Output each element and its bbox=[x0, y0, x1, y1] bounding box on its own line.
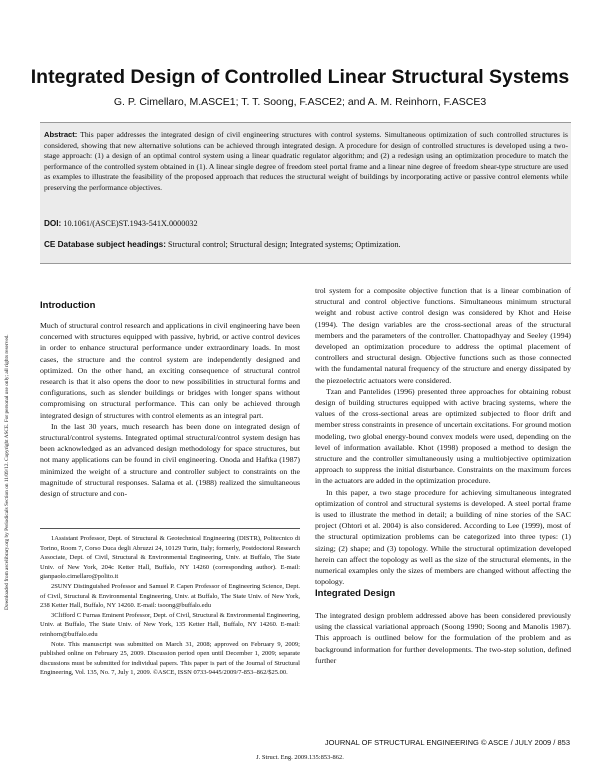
integrated-design-heading: Integrated Design bbox=[315, 588, 396, 599]
abstract-label: Abstract: bbox=[44, 130, 78, 139]
footnotes bbox=[40, 528, 300, 678]
intro-paragraph-1: Much of structural control research and applications in civil engineering have been concerned with structures equipped with passive, hybrid, or active control devices in order to enhance structural performance under extraordinary loads. In most cases, the structure and the control system are independently designed and optimized. On the other hand, an exciting consequence of structural control research is that it also opens the door to new possibilities in structural forms and configurations, such as slender buildings or bridges with longer spans without compromising on structural performance. This can only be achieved through integrated design of structures with control elements as an integral part. bbox=[40, 321, 300, 420]
footnote-3: 3Clifford C Furnas Eminent Professor, Dept. of Civil, Structural & Environmental Engineering, Univ. at Buffalo, The State Univ. of New York, 135 Ketter Hall, Buffalo, NY 14260. E-mail: reinhorn@buffalo.edu bbox=[40, 611, 300, 638]
abstract bbox=[44, 130, 568, 194]
download-watermark: Downloaded from ascelibrary.org by Periodicals Section on 11/09/12. Copyright ASCE. For personal use only; all rights reserved. bbox=[4, 334, 10, 610]
right-paragraph-2: Tzan and Pantelides (1996) presented three approaches for obtaining robust design of building structures equipped with active bracing systems, where the values of the cross-sectional areas are optimized subjected to floor drift and member stress constraints in presence of uncertain excitations. For ground motion modeling, two global energy-bound convex models were used, depending on the level of information available. Khot (1998) proposed a method to design the structure and the controller simultaneously using a multiobjective optimization approach to suppress the initial disturbance. Constraints on the maximum forces in the actuators are added in the optimization procedure. bbox=[315, 386, 571, 486]
running-footer: JOURNAL OF STRUCTURAL ENGINEERING © ASCE / JULY 2009 / 853 bbox=[324, 738, 570, 747]
intro-paragraph-2: In the last 30 years, much research has been done on integrated design of structural/control systems. Integrated optimal structural/control system design has been acknowledged as an advanced design methodology for space structures, but not many applications can be found in civil engineering. Onoda and Haftka (1987) minimized the weight of a structure and controller subject to constraints on the magnitude of structural responses. Salama et al. (1988) realized the simultaneous design of structure and con- bbox=[40, 421, 300, 499]
ce-database-value: Structural control; Structural design; Integrated systems; Optimization. bbox=[167, 240, 401, 249]
introduction-heading: Introduction bbox=[40, 300, 96, 311]
ce-database-line bbox=[44, 240, 401, 249]
footnote-1: 1Assistant Professor, Dept. of Structural & Geotechnical Engineering (DISTR), Politecnico di Torino, Room 7, Corso Duca degli Abruzzi 24, 10129 Turin, Italy; formerly, Postdoctoral Research Associate, Dept. of Civil, Structural & Environmental Engineering, Univ. at Buffalo, The State Univ. of New York, 204c Ketter Hall, Buffalo, NY 14260 (corresponding author). E-mail: gianpaolo.cimellaro@polito.it bbox=[40, 535, 300, 581]
right-paragraph-3: In this paper, a two stage procedure for achieving simultaneous integrated optimization of control and structural systems is developed. A steel portal frame is used to illustrate the method in detail; a building of nine stories of the SAC project (Ohtori et al. 2004) is also considered. According to Lee (1999), most of the structural optimization problems can be categorized into three types: (1) sizing; (2) shape; and (3) topology. While the structural optimization developed herein can affect the topology as well as the size of the structural elements, in the numerical examples only the sizes of members are changed without affecting the topology. bbox=[315, 487, 571, 587]
author-line: G. P. Cimellaro, M.ASCE1; T. T. Soong, F.ASCE2; and A. M. Reinhorn, F.ASCE3 bbox=[113, 96, 487, 108]
abstract-text: This paper addresses the integrated design of civil engineering structures with control systems. Simultaneous optimization of such controlled structures is considered, showing that new alternative solutions can be achieved through integrated design. A procedure for design of controlled structures is developed using a two-stage approach: (1) a design of an optimal control system using a linear quadratic regulator algorithm; and (2) a redesign using an optimization procedure to match the performance of the controlled system obtained in (1). A linear single degree of freedom steel portal frame and a linear nine degree of freedom shear-type structure are used as examples to illustrate the feasibility of the proposed approach that reduces the structural weight of buildings by incorporating active or passive control elements while preserving the performance objectives. bbox=[44, 130, 568, 192]
right-column bbox=[315, 285, 571, 587]
footnote-2: 2SUNY Distinguished Professor and Samuel P. Capen Professor of Engineering Science, Dept. of Civil, Structural & Environmental Engineering, Univ. at Buffalo, The State Univ. of New York, 238 Ketter Hall, Buffalo, NY 14260. E-mail: tsoong@buffalo.edu bbox=[40, 582, 300, 610]
manuscript-note: Note. This manuscript was submitted on March 31, 2008; approved on February 9, 2009; published online on February 25, 2009. Discussion period open until December 1, 2009; separate discussions must be submitted for individual papers. This paper is part of the Journal of Structural Engineering, Vol. 135, No. 7, July 1, 2009. ©ASCE, ISSN 0733-9445/2009/7-853–862/$25.00. bbox=[40, 640, 300, 677]
citation-line: J. Struct. Eng. 2009.135:853-862. bbox=[256, 754, 344, 761]
abstract-box bbox=[40, 122, 571, 264]
doi-value[interactable]: 10.1061/(ASCE)ST.1943-541X.0000032 bbox=[63, 219, 198, 228]
ce-database-label: CE Database subject headings: bbox=[44, 240, 166, 249]
doi-line bbox=[44, 219, 198, 228]
right-column-lower bbox=[315, 610, 571, 666]
right-paragraph-1: trol system for a composite objective function that is a linear combination of structural and control objective functions. Simultaneous minimum structural weight and robust active control design was considered by Khot and Heise (1994). The design variables are the cross-sectional areas of the structural members and the parameters of the controller. Chattopadhyay and Seeley (1994) developed an optimization procedure to address the optimal placement of controllers and structural design. Objective functions such as those connected with the fundamental natural frequency of the structure and energy dissipated by the piezoelectric actuators were considered. bbox=[315, 286, 571, 385]
left-column bbox=[40, 320, 300, 499]
paper-title: Integrated Design of Controlled Linear Structural Systems bbox=[30, 66, 570, 88]
right-paragraph-4: The integrated design problem addressed above has been considered previously using the classical variational approach (Soong 1990; Soong and Manolis 1987). This approach is outlined below for the formulation of the problem and as background information for further developments. The two-step solution, defined further bbox=[315, 611, 571, 665]
doi-label: DOI: bbox=[44, 219, 62, 228]
